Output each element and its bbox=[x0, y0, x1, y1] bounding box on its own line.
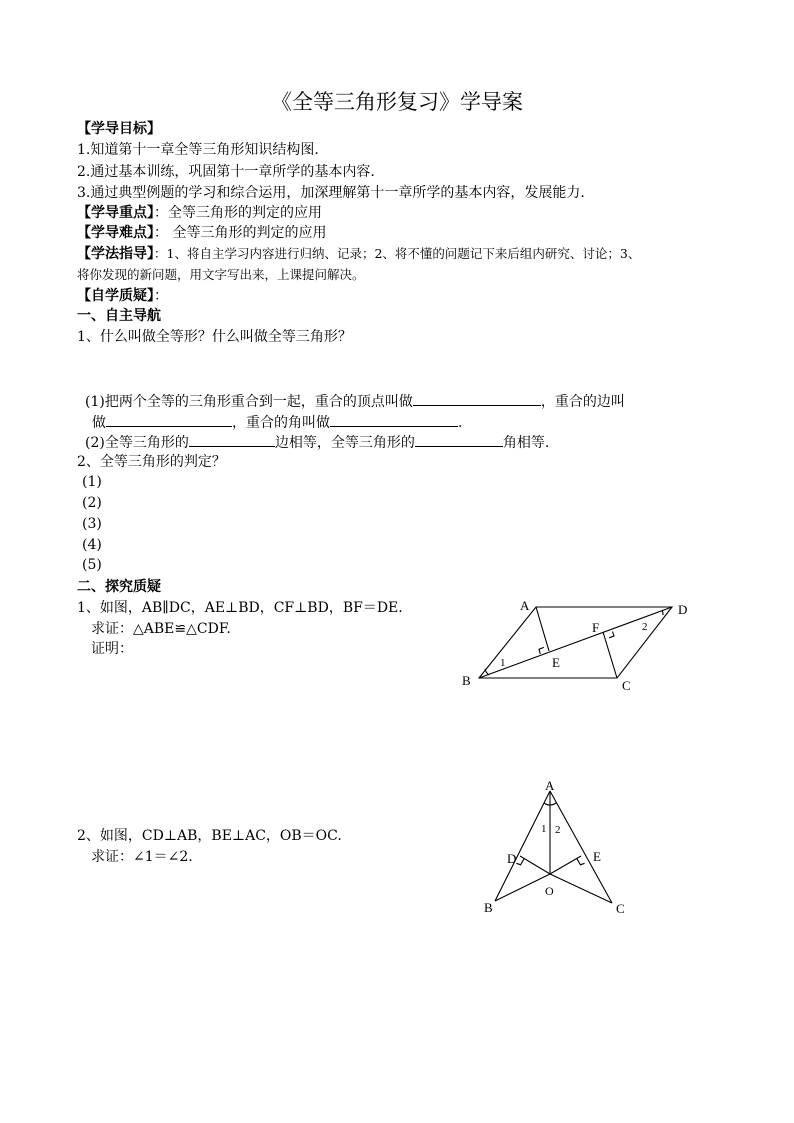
side-ba bbox=[495, 791, 550, 901]
key-point-label: 【学导重点】 bbox=[77, 205, 154, 221]
fig1-label-e: E bbox=[552, 655, 560, 670]
fill1-text-e: . bbox=[458, 415, 463, 431]
fig1-label-b: B bbox=[462, 673, 471, 688]
problem-1-statement: 1、如图，AB∥DC，AE⊥BD，CF⊥BD，BF＝DE. bbox=[77, 600, 403, 616]
method-text-1: ：1、将自主学习内容进行归纳、记录；2、将不懂的问题记下来后组内研究、讨论；3、 bbox=[154, 246, 641, 261]
method-label: 【学法指导】 bbox=[77, 246, 154, 262]
fig1-label-a: A bbox=[520, 598, 530, 613]
fig2-label-d: D bbox=[507, 851, 517, 866]
fig2-angle-2: 2 bbox=[555, 824, 561, 836]
criterion-item: (4) bbox=[82, 537, 102, 553]
key-point-text: ：全等三角形的判定的应用 bbox=[154, 205, 322, 221]
right-angle-mark-e bbox=[539, 647, 544, 654]
fig1-angle-1: 1 bbox=[500, 657, 506, 669]
question-1: 1、什么叫做全等形？什么叫做全等三角形？ bbox=[77, 329, 352, 345]
fill2-text-c: 角相等. bbox=[502, 435, 550, 451]
side-ac bbox=[550, 791, 612, 903]
segment-cf bbox=[603, 632, 617, 678]
fig2-label-e: E bbox=[593, 849, 601, 864]
fig1-label-d: D bbox=[678, 602, 688, 617]
criterion-item: (3) bbox=[82, 516, 102, 532]
method-text-2: 将你发现的新问题，用文字写出来，上课提问解决。 bbox=[77, 267, 365, 282]
problem-1-proof-label: 证明： bbox=[91, 641, 133, 657]
fig1-label-f: F bbox=[592, 620, 600, 635]
segment-bo bbox=[495, 874, 550, 901]
fill1-text-b: ，重合的边叫 bbox=[540, 394, 625, 410]
fill1-text-d: ，重合的角叫做 bbox=[232, 415, 330, 431]
self-study-suffix: ： bbox=[154, 288, 168, 304]
fig2-label-o: O bbox=[545, 884, 554, 898]
section1-heading: 一、自主导航 bbox=[77, 308, 161, 324]
fig1-label-c: C bbox=[622, 678, 631, 693]
right-angle-mark-d bbox=[516, 859, 524, 865]
fig2-label-b: B bbox=[484, 900, 493, 915]
difficulty-label: 【学导难点】 bbox=[77, 225, 154, 241]
section2-heading: 二、探究质疑 bbox=[77, 579, 161, 595]
problem-2-statement: 2、如图，CD⊥AB，BE⊥AC，OB＝OC. bbox=[77, 828, 342, 844]
angle-1-arc bbox=[485, 669, 489, 675]
question-2: 2、全等三角形的判定？ bbox=[77, 454, 226, 470]
angle-2-arc bbox=[662, 610, 663, 615]
problem-1-prove: 求证：△ABE≌△CDF. bbox=[91, 621, 231, 637]
segment-co bbox=[550, 874, 612, 903]
fill2-text-b: 边相等，全等三角形的 bbox=[274, 435, 415, 451]
page-title: 《全等三角形复习》学导案 bbox=[271, 90, 523, 114]
fill1-text-c: 做 bbox=[92, 415, 106, 431]
goal-item-3: 3.通过典型例题的学习和综合运用，加深理解第十一章所学的基本内容，发展能力. bbox=[77, 185, 585, 201]
segment-ae bbox=[536, 607, 549, 651]
goal-item-1: 1.知道第十一章全等三角形知识结构图. bbox=[77, 142, 319, 158]
fill1-text-a: (1)把两个全等的三角形重合到一起，重合的顶点叫做 bbox=[85, 394, 413, 410]
goal-item-2: 2.通过基本训练，巩固第十一章所学的基本内容. bbox=[77, 164, 375, 180]
problem-2-prove: 求证：∠1＝∠2. bbox=[91, 849, 193, 865]
right-angle-mark-f bbox=[609, 632, 614, 638]
criterion-item: (5) bbox=[82, 557, 102, 573]
self-study-label: 【自学质疑】 bbox=[77, 288, 154, 304]
fig2-angle-1: 1 bbox=[541, 823, 547, 835]
goals-heading: 【学导目标】 bbox=[77, 121, 161, 137]
fig2-label-c: C bbox=[616, 901, 625, 916]
criterion-item: (1) bbox=[82, 474, 102, 490]
fig1-angle-2: 2 bbox=[642, 621, 648, 633]
criterion-item: (2) bbox=[82, 495, 102, 511]
right-angle-mark-e2 bbox=[577, 859, 585, 865]
fig2-label-a: A bbox=[545, 778, 555, 793]
fill2-text-a: (2)全等三角形的 bbox=[85, 435, 189, 451]
segment-eo bbox=[550, 856, 581, 874]
difficulty-text: ： 全等三角形的判定的应用 bbox=[154, 225, 327, 241]
